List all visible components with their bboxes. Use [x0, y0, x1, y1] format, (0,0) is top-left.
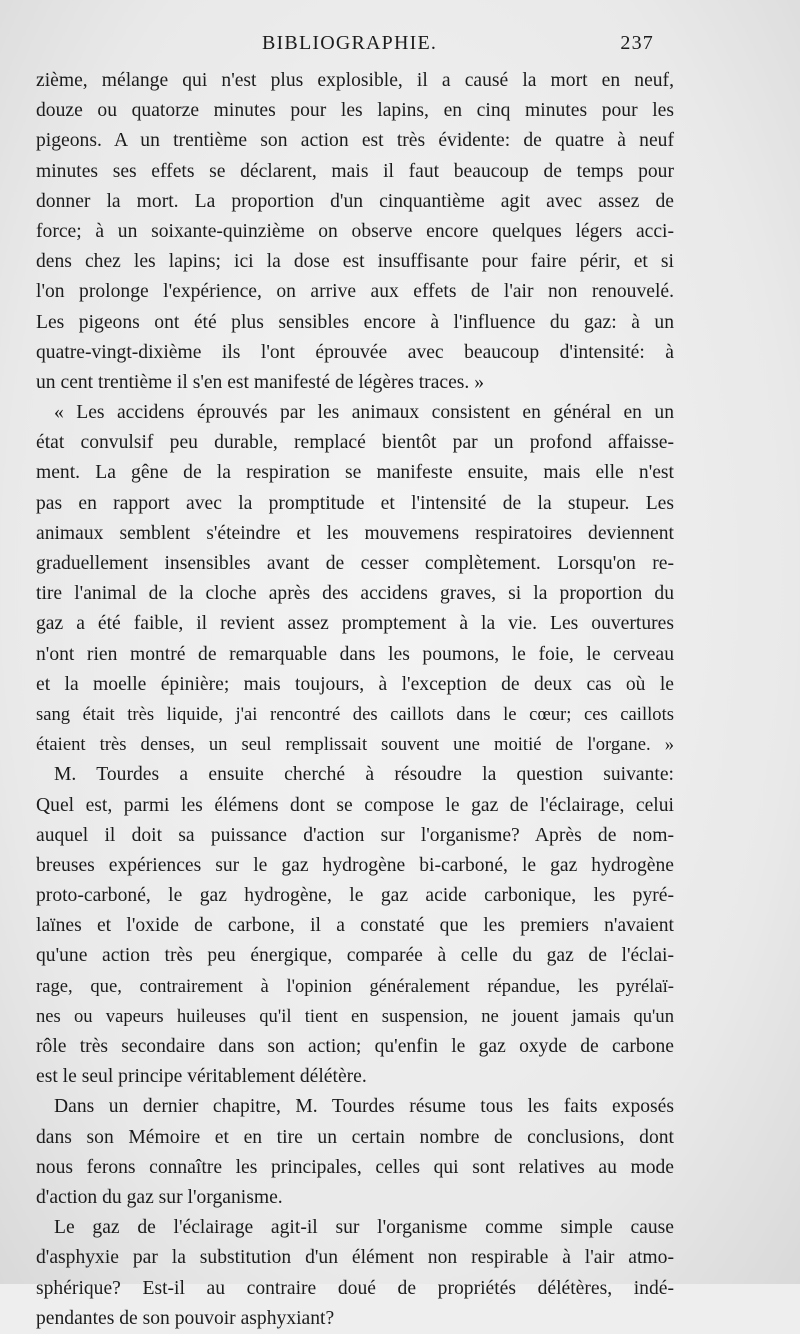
text-line: dens chez les lapins; ici la dose est insuffisante pour faire périr, et si — [36, 251, 674, 273]
text-line: rage, que, contrairement à l'opinion généralement répandue, les pyrélaï- — [36, 975, 674, 997]
text-line: M. Tourdes a ensuite cherché à résoudre la question suivante: — [54, 764, 674, 786]
text-line: sang était très liquide, j'ai rencontré des caillots dans le cœur; ces caillots — [36, 703, 674, 725]
text-line: ment. La gêne de la respiration se manifeste ensuite, mais elle n'est — [36, 462, 674, 484]
text-line: nes ou vapeurs huileuses qu'il tient en suspension, ne jouent jamais qu'un — [36, 1005, 674, 1027]
text-line: rôle très secondaire dans son action; qu'enfin le gaz oxyde de carbone — [36, 1036, 674, 1057]
page-header — [262, 32, 654, 62]
text-line: animaux semblent s'éteindre et les mouvemens respiratoires deviennent — [36, 522, 674, 544]
text-line: et la moelle épinière; mais toujours, à l'exception de deux cas où le — [36, 673, 674, 695]
text-line: n'ont rien montré de remarquable dans les poumons, le foie, le cerveau — [36, 643, 674, 665]
text-line: dans son Mémoire et en tire un certain nombre de conclusions, dont — [36, 1126, 674, 1148]
text-line: pendantes de son pouvoir asphyxiant? — [36, 1307, 335, 1329]
text-line: étaient très denses, un seul remplissait souvent une moitié de l'organe. » — [36, 734, 674, 756]
text-line: Le gaz de l'éclairage agit-il sur l'organisme comme simple cause — [54, 1217, 674, 1239]
text-line: gaz a été faible, il revient assez promptement à la vie. Les ouvertures — [36, 613, 674, 635]
text-line: force; à un soixante-quinzième on observe encore quelques légers acci- — [36, 220, 674, 242]
text-line: Quel est, parmi les élémens dont se compose le gaz de l'éclairage, celui — [36, 794, 674, 816]
text-line: douze ou quatorze minutes pour les lapins, en cinq minutes pour les — [36, 100, 674, 122]
text-line: laïnes et l'oxide de carbone, il a constaté que les premiers n'avaient — [36, 915, 674, 937]
text-line: nous ferons connaître les principales, celles qui sont relatives au mode — [36, 1156, 674, 1178]
text-line: breuses expériences sur le gaz hydrogène bi-carboné, le gaz hydrogène — [36, 854, 674, 876]
text-line: un cent trentième il s'en est manifesté de légères traces. » — [36, 371, 485, 393]
text-line: Les pigeons ont été plus sensibles encore à l'influence du gaz: à un — [36, 311, 674, 333]
text-line: sphérique? Est-il au contraire doué de propriétés délétères, indé- — [36, 1277, 674, 1299]
text-line: état convulsif peu durable, remplacé bientôt par un profond affaisse- — [36, 432, 674, 454]
text-line: d'action du gaz sur l'organisme. — [36, 1186, 283, 1208]
page-number: 237 — [620, 32, 654, 54]
text-line: l'on prolonge l'expérience, on arrive aux effets de l'air non renouvelé. — [36, 281, 674, 303]
text-line: graduellement insensibles avant de cesser complètement. Lorsqu'on re- — [36, 553, 674, 574]
text-line: pas en rapport avec la promptitude et l'intensité de la stupeur. Les — [36, 492, 674, 514]
text-line: d'asphyxie par la substitution d'un élément non respirable à l'air atmo- — [36, 1247, 674, 1269]
text-line: minutes ses effets se déclarent, mais il faut beaucoup de temps pour — [36, 160, 674, 182]
text-line: quatre-vingt-dixième ils l'ont éprouvée avec beaucoup d'intensité: à — [36, 341, 674, 363]
text-line: « Les accidens éprouvés par les animaux consistent en général en un — [54, 402, 674, 424]
text-line: est le seul principe véritablement délétère. — [36, 1066, 367, 1088]
text-line: tire l'animal de la cloche après des accidens graves, si la proportion du — [36, 583, 674, 605]
text-line: qu'une action très peu énergique, comparée à celle du gaz de l'éclai- — [36, 945, 674, 967]
text-line: auquel il doit sa puissance d'action sur l'organisme? Après de nom- — [36, 824, 674, 846]
text-line: proto-carboné, le gaz hydrogène, le gaz acide carbonique, les pyré- — [36, 885, 674, 907]
running-title: BIBLIOGRAPHIE. — [262, 32, 438, 54]
text-line: Dans un dernier chapitre, M. Tourdes résume tous les faits exposés — [54, 1096, 674, 1118]
text-line: pigeons. A un trentième son action est très évidente: de quatre à neuf — [36, 130, 674, 152]
text-line: zième, mélange qui n'est plus explosible, il a causé la mort en neuf, — [36, 70, 674, 91]
text-line: donner la mort. La proportion d'un cinquantième agit avec assez de — [36, 190, 674, 212]
body-text — [36, 66, 674, 1334]
